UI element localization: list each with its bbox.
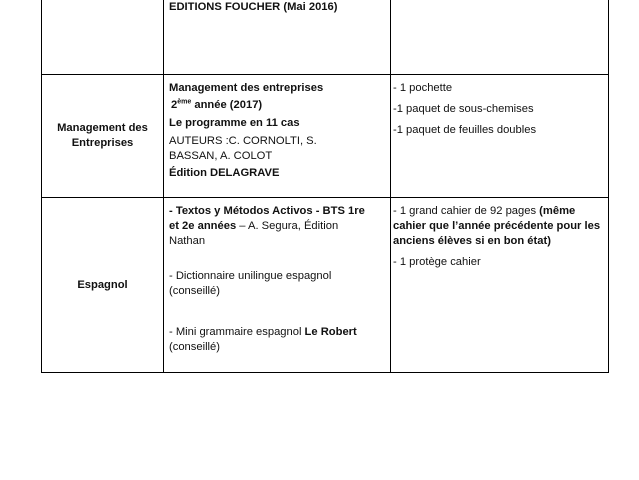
grammar-title: - Mini grammaire espagnol [169,326,305,338]
supply-item: - 1 pochette [393,82,453,94]
table-row [42,75,609,198]
supplies-cell [391,75,609,198]
book-title: Management des entreprises [169,82,324,94]
supply-item: -1 paquet de feuilles doubles [393,124,537,136]
subject-label: Management des Entreprises [57,122,148,149]
year-number: 2 [171,99,178,111]
supplies-cell [391,0,609,75]
book-item-grammar [169,299,384,355]
book-program: Le programme en 11 cas [169,117,300,129]
book-item-textos [169,198,374,249]
year-rest: année (2017) [191,99,263,111]
subject-label: Espagnol [77,278,128,291]
supply-text: - 1 grand cahier de 92 pages [393,205,540,217]
book-year [169,96,390,113]
grammar-publisher: Le Robert [304,326,357,338]
year-superscript: ème [177,98,192,106]
book-title-bold: - Textos y Métodos Activos - BTS 1re et 2e années [169,205,365,232]
supplies-table [41,0,609,373]
book-authors: AUTEURS :C. CORNOLTI, S. BASSAN, A. COLOT [169,135,317,162]
subject-cell [42,0,164,75]
books-cell [164,0,391,75]
supply-item [393,198,603,249]
supplies-cell [391,198,609,373]
subject-cell [42,198,164,373]
supply-note-bold: (même cahier que l’année précédente pour les anciens élèves si en bon état) [393,205,601,247]
books-cell [164,198,391,373]
books-cell [164,75,391,198]
subject-cell [42,75,164,198]
table-row [42,0,609,75]
book-edition: Édition DELAGRAVE [169,167,280,179]
grammar-note: (conseillé) [169,341,220,353]
supply-item: - 1 protège cahier [393,256,481,268]
supply-item: -1 paquet de sous-chemises [393,103,534,115]
edition-title: EDITIONS FOUCHER (Mai 2016) [169,1,338,13]
book-item-dictionary: - Dictionnaire unilingue espagnol (conseillé) [169,270,332,297]
book-publisher: – A. Segura, Édition Nathan [169,220,339,247]
table-row [42,198,609,373]
